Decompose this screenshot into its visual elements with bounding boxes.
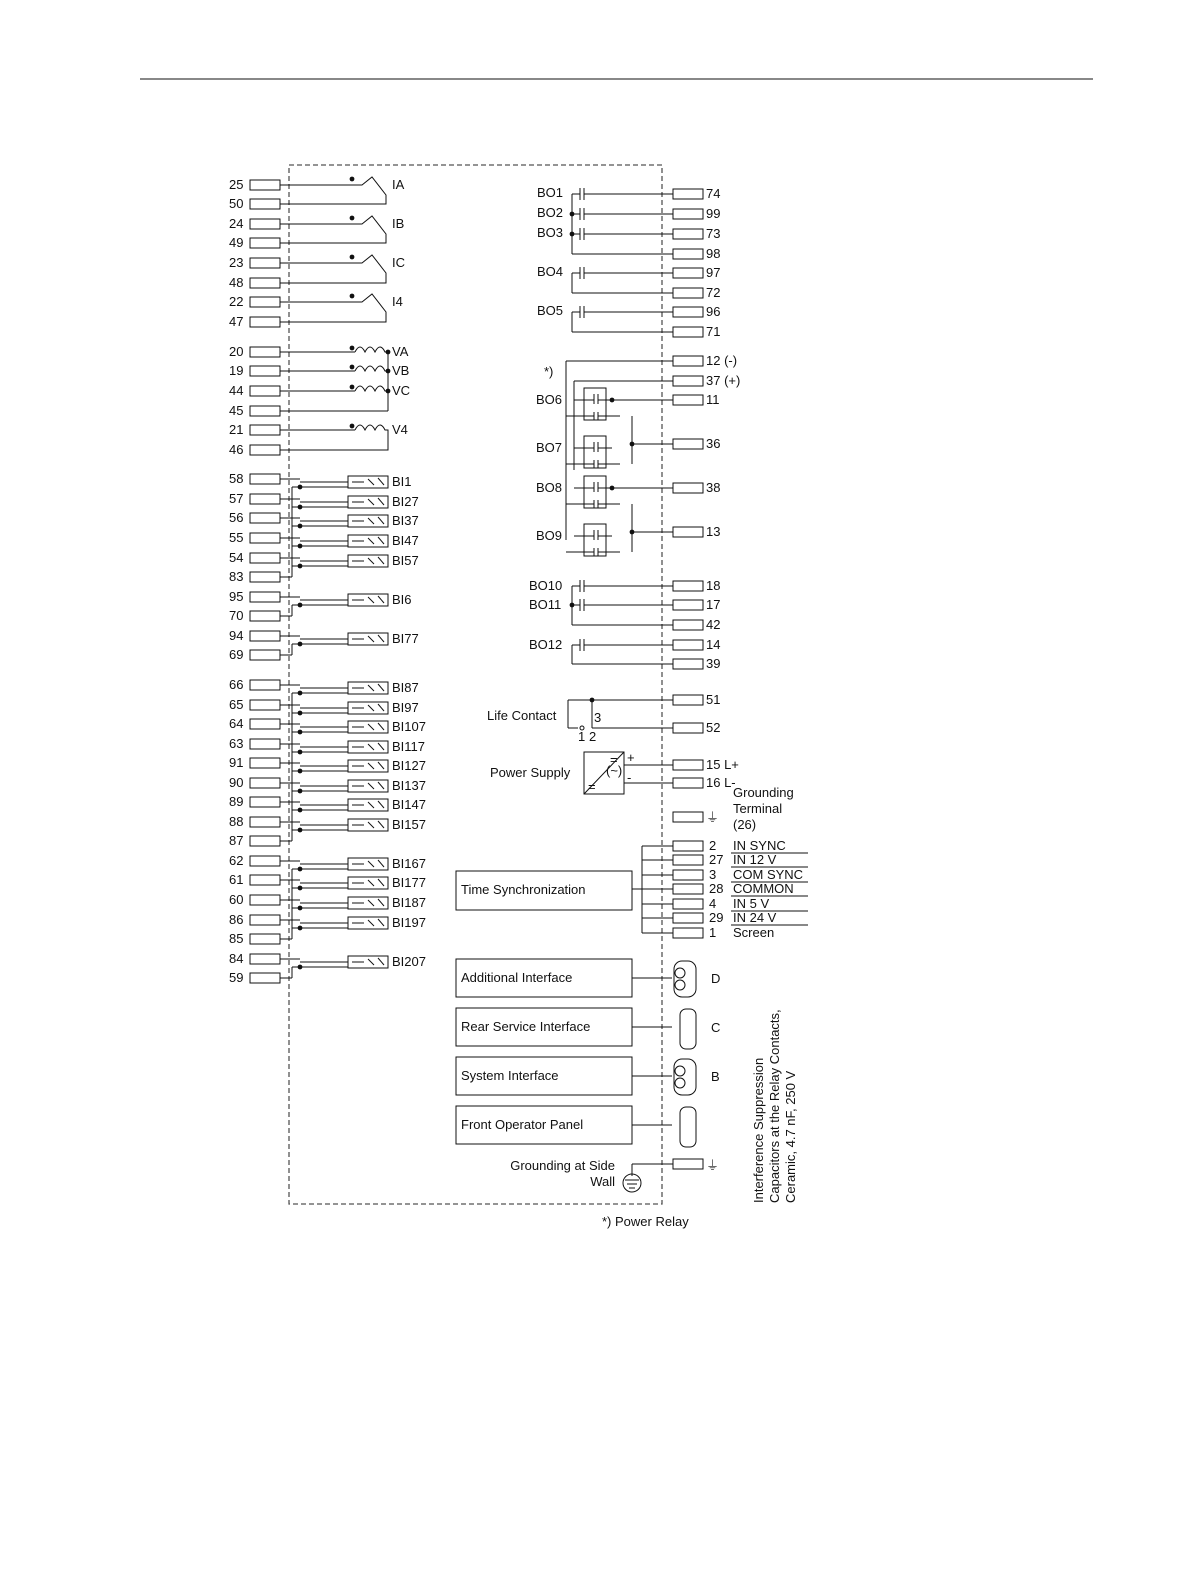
terminal-number: 58 bbox=[229, 471, 244, 486]
bo-label: BO3 bbox=[537, 225, 564, 240]
terminal-number: 86 bbox=[229, 912, 244, 927]
current-transformer-coil bbox=[280, 255, 386, 283]
junction-dot bbox=[298, 485, 303, 490]
terminal-box bbox=[250, 915, 280, 925]
terminal-number: 19 bbox=[229, 363, 244, 378]
junction-dot bbox=[298, 505, 303, 510]
power-supply-symbol: (~) bbox=[606, 763, 623, 778]
terminal-box bbox=[673, 229, 703, 239]
bi-label: BI207 bbox=[392, 954, 426, 969]
power-relay-box bbox=[584, 388, 606, 420]
device-housing-outline bbox=[289, 165, 662, 1204]
bi-label: BI27 bbox=[392, 494, 419, 509]
bi-label: BI47 bbox=[392, 533, 419, 548]
vt-label: VB bbox=[392, 363, 410, 378]
terminal-number: 38 bbox=[706, 480, 721, 495]
grounding-terminal-box bbox=[673, 1159, 703, 1169]
life-contact-pin-number: 2 bbox=[589, 729, 597, 744]
terminal-number: 42 bbox=[706, 617, 721, 632]
bi-label: BI127 bbox=[392, 758, 426, 773]
life-contact-pin-number: 3 bbox=[594, 710, 602, 725]
terminal-number: 94 bbox=[229, 628, 244, 643]
interface-group bbox=[456, 838, 808, 1229]
junction-dot bbox=[630, 442, 635, 447]
terminal-number: 54 bbox=[229, 550, 244, 565]
current-transformer-coil bbox=[280, 216, 386, 243]
grounding-terminal-box bbox=[673, 812, 703, 822]
ct-label: IA bbox=[392, 177, 405, 192]
terminal-box bbox=[673, 327, 703, 337]
terminal-number: 87 bbox=[229, 833, 244, 848]
terminal-number: 17 bbox=[706, 597, 721, 612]
terminal-box bbox=[250, 278, 280, 288]
terminal-box bbox=[673, 356, 703, 366]
terminal-box bbox=[250, 778, 280, 788]
terminal-number: 49 bbox=[229, 235, 244, 250]
terminal-box bbox=[250, 875, 280, 885]
terminal-box bbox=[673, 778, 703, 788]
terminal-box bbox=[250, 445, 280, 455]
junction-dot bbox=[570, 212, 575, 217]
current-transformer-coil bbox=[280, 294, 386, 322]
ground-icon: ⏚ bbox=[706, 1158, 720, 1173]
ct-label: I4 bbox=[392, 294, 403, 309]
terminal-box bbox=[250, 572, 280, 582]
terminal-box bbox=[673, 581, 703, 591]
terminal-number: 97 bbox=[706, 265, 721, 280]
terminal-number: 16 L- bbox=[706, 775, 736, 790]
terminal-box bbox=[673, 395, 703, 405]
junction-dot bbox=[350, 294, 355, 299]
terminal-box bbox=[250, 650, 280, 660]
terminal-number: 64 bbox=[229, 716, 244, 731]
terminal-box bbox=[673, 659, 703, 669]
terminal-box bbox=[250, 739, 280, 749]
voltage-transformer-coil bbox=[355, 386, 388, 391]
junction-dot bbox=[350, 346, 355, 351]
terminal-box bbox=[673, 249, 703, 259]
junction-dot bbox=[298, 642, 303, 647]
junction-dot bbox=[570, 603, 575, 608]
terminal-number: 74 bbox=[706, 186, 721, 201]
terminal-number: 98 bbox=[706, 246, 721, 261]
terminal-box bbox=[250, 474, 280, 484]
terminal-box bbox=[250, 366, 280, 376]
terminal-box bbox=[250, 494, 280, 504]
power-supply-minus: - bbox=[627, 770, 632, 785]
terminal-box bbox=[250, 700, 280, 710]
terminal-number: 18 bbox=[706, 578, 721, 593]
terminal-number: 37 (+) bbox=[706, 373, 741, 388]
port-connector-icon bbox=[674, 1059, 696, 1095]
terminal-number: 62 bbox=[229, 853, 244, 868]
terminal-box bbox=[673, 307, 703, 317]
terminal-box bbox=[250, 386, 280, 396]
terminal-number: 23 bbox=[229, 255, 244, 270]
terminal-box bbox=[250, 592, 280, 602]
terminal-number: 66 bbox=[229, 677, 244, 692]
bo-label: BO8 bbox=[536, 480, 563, 495]
terminal-number: 69 bbox=[229, 647, 244, 662]
junction-dot bbox=[298, 906, 303, 911]
time-sync-signal-label: IN 5 V bbox=[733, 896, 770, 911]
junction-dot bbox=[610, 486, 615, 491]
terminal-box bbox=[673, 695, 703, 705]
time-sync-signal-label: IN SYNC bbox=[733, 838, 786, 853]
terminal-box bbox=[673, 870, 703, 880]
terminal-number: 1 bbox=[709, 925, 717, 940]
time-sync-signal-label: IN 24 V bbox=[733, 910, 777, 925]
terminal-number: 27 bbox=[709, 852, 724, 867]
terminal-box bbox=[673, 855, 703, 865]
bi-label: BI97 bbox=[392, 700, 419, 715]
terminal-number: 61 bbox=[229, 872, 244, 887]
terminal-box bbox=[673, 268, 703, 278]
bo-label: BO4 bbox=[537, 264, 564, 279]
terminal-number: 48 bbox=[229, 275, 244, 290]
terminal-number: 20 bbox=[229, 344, 244, 359]
terminal-box bbox=[673, 209, 703, 219]
terminal-number: 22 bbox=[229, 294, 244, 309]
terminal-box bbox=[250, 258, 280, 268]
terminal-number: 28 bbox=[709, 881, 724, 896]
terminal-number: 25 bbox=[229, 177, 244, 192]
ground-icon: ⏚ bbox=[706, 810, 720, 825]
bi-label: BI137 bbox=[392, 778, 426, 793]
terminal-box bbox=[673, 483, 703, 493]
terminal-box bbox=[673, 288, 703, 298]
junction-dot bbox=[298, 544, 303, 549]
bi-label: BI117 bbox=[392, 739, 426, 754]
bo-label: BO5 bbox=[537, 303, 564, 318]
junction-dot bbox=[298, 808, 303, 813]
junction-dot bbox=[298, 711, 303, 716]
terminal-number: 14 bbox=[706, 637, 721, 652]
power-supply-plus: + bbox=[627, 750, 635, 765]
terminal-number: 63 bbox=[229, 736, 244, 751]
bo-label: BO1 bbox=[537, 185, 564, 200]
vt-label: VC bbox=[392, 383, 411, 398]
terminal-number: 84 bbox=[229, 951, 244, 966]
terminal-box bbox=[250, 719, 280, 729]
interface-label: Front Operator Panel bbox=[461, 1117, 584, 1132]
junction-dot bbox=[298, 965, 303, 970]
bi-label: BI187 bbox=[392, 895, 426, 910]
port-connector-icon bbox=[674, 961, 696, 997]
terminal-box bbox=[250, 533, 280, 543]
bi-label: BI177 bbox=[392, 875, 426, 890]
terminal-number: 90 bbox=[229, 775, 244, 790]
ct-label: IC bbox=[392, 255, 405, 270]
port-letter: C bbox=[711, 1020, 721, 1035]
bi-label: BI6 bbox=[392, 592, 412, 607]
terminal-number: 72 bbox=[706, 285, 721, 300]
junction-dot bbox=[298, 867, 303, 872]
terminal-number: 11 bbox=[706, 392, 720, 407]
terminal-box bbox=[673, 376, 703, 386]
grounding-side-label: Grounding at Side bbox=[510, 1158, 615, 1173]
junction-dot bbox=[298, 828, 303, 833]
junction-dot bbox=[298, 886, 303, 891]
power-relay-box bbox=[584, 524, 606, 556]
voltage-transformer-coil bbox=[355, 366, 388, 371]
terminal-number: 65 bbox=[229, 697, 244, 712]
terminal-box bbox=[673, 913, 703, 923]
terminal-number: 2 bbox=[709, 838, 717, 853]
ct-label: IB bbox=[392, 216, 405, 231]
terminal-number: 46 bbox=[229, 442, 244, 457]
bo-label: BO2 bbox=[537, 205, 564, 220]
terminal-number: 51 bbox=[706, 692, 721, 707]
life-contact-pin-number: 1 bbox=[578, 729, 586, 744]
terminal-box bbox=[250, 611, 280, 621]
voltage-transformer-coil bbox=[355, 347, 388, 352]
voltage-transformer-coil bbox=[280, 425, 388, 450]
ground-icon bbox=[623, 1174, 641, 1192]
terminal-number: 29 bbox=[709, 910, 724, 925]
interface-label: Additional Interface bbox=[461, 970, 573, 985]
junction-dot bbox=[298, 691, 303, 696]
right-terminal-group bbox=[487, 185, 794, 832]
port-letter: B bbox=[711, 1069, 720, 1084]
junction-dot bbox=[570, 232, 575, 237]
terminal-box bbox=[250, 180, 280, 190]
terminal-box bbox=[250, 513, 280, 523]
capacitor-note-line: Ceramic, 4.7 nF, 250 V bbox=[783, 1070, 798, 1203]
time-sync-signal-label: IN 12 V bbox=[733, 852, 777, 867]
terminal-number: 21 bbox=[229, 422, 244, 437]
terminal-number: 57 bbox=[229, 491, 244, 506]
terminal-number: 50 bbox=[229, 196, 244, 211]
terminal-box bbox=[673, 600, 703, 610]
port-pin bbox=[675, 1066, 685, 1076]
terminal-number: 85 bbox=[229, 931, 244, 946]
terminal-number: 44 bbox=[229, 383, 244, 398]
junction-dot bbox=[350, 255, 355, 260]
terminal-number: 55 bbox=[229, 530, 244, 545]
bo-label: BO12 bbox=[529, 637, 563, 652]
bo-label: BO11 bbox=[529, 597, 562, 612]
terminal-number: 60 bbox=[229, 892, 244, 907]
capacitor-note bbox=[751, 1009, 798, 1203]
terminal-number: 71 bbox=[706, 324, 721, 339]
terminal-box bbox=[250, 317, 280, 327]
terminal-box bbox=[250, 856, 280, 866]
terminal-box bbox=[250, 934, 280, 944]
terminal-number: 73 bbox=[706, 226, 721, 241]
power-relay-box bbox=[584, 476, 606, 508]
terminal-number: 3 bbox=[709, 867, 717, 882]
time-sync-signal-label: Screen bbox=[733, 925, 775, 940]
terminal-box bbox=[250, 895, 280, 905]
terminal-number: 4 bbox=[709, 896, 717, 911]
time-sync-signal-label: COMMON bbox=[733, 881, 794, 896]
terminal-box bbox=[250, 836, 280, 846]
terminal-box bbox=[250, 758, 280, 768]
terminal-number: 95 bbox=[229, 589, 244, 604]
bi-label: BI157 bbox=[392, 817, 426, 832]
port-pin bbox=[675, 1078, 685, 1088]
terminal-box bbox=[673, 527, 703, 537]
power-supply-label: Power Supply bbox=[490, 765, 571, 780]
bi-label: BI197 bbox=[392, 915, 426, 930]
port-pin bbox=[675, 968, 685, 978]
bi-label: BI1 bbox=[392, 474, 412, 489]
junction-dot bbox=[298, 564, 303, 569]
terminal-box bbox=[250, 199, 280, 209]
terminal-number: 59 bbox=[229, 970, 244, 985]
terminal-box bbox=[673, 928, 703, 938]
junction-dot bbox=[298, 603, 303, 608]
terminal-box bbox=[250, 973, 280, 983]
terminal-box bbox=[250, 680, 280, 690]
current-transformer-coil bbox=[280, 177, 386, 204]
power-supply-symbol: = bbox=[588, 779, 596, 794]
junction-dot bbox=[350, 424, 355, 429]
junction-dot bbox=[298, 750, 303, 755]
junction-dot bbox=[298, 789, 303, 794]
terminal-box bbox=[250, 219, 280, 229]
bo-label: BO9 bbox=[536, 528, 563, 543]
interface-label: Rear Service Interface bbox=[461, 1019, 591, 1034]
bi-label: BI57 bbox=[392, 553, 419, 568]
vt-label: VA bbox=[392, 344, 409, 359]
terminal-number: 83 bbox=[229, 569, 244, 584]
terminal-number: 91 bbox=[229, 755, 244, 770]
bi-label: BI147 bbox=[392, 797, 426, 812]
terminal-box bbox=[250, 238, 280, 248]
terminal-box bbox=[250, 954, 280, 964]
time-sync-label: Time Synchronization bbox=[461, 882, 586, 897]
bo-label: BO6 bbox=[536, 392, 563, 407]
capacitor-note-line: Interference Suppression bbox=[751, 1057, 766, 1203]
terminal-number: 88 bbox=[229, 814, 244, 829]
terminal-number: 99 bbox=[706, 206, 721, 221]
grounding-side-label: Wall bbox=[590, 1174, 615, 1189]
bi-label: BI87 bbox=[392, 680, 419, 695]
bi-label: BI167 bbox=[392, 856, 426, 871]
terminal-box bbox=[673, 899, 703, 909]
life-contact-label: Life Contact bbox=[487, 708, 557, 723]
junction-dot bbox=[350, 365, 355, 370]
terminal-number: 70 bbox=[229, 608, 244, 623]
terminal-number: 47 bbox=[229, 314, 244, 329]
terminal-box bbox=[673, 620, 703, 630]
terminal-number: 15 L+ bbox=[706, 757, 739, 772]
terminal-box bbox=[250, 347, 280, 357]
bi-label: BI37 bbox=[392, 513, 419, 528]
vt-label: V4 bbox=[392, 422, 408, 437]
terminal-box bbox=[250, 425, 280, 435]
terminal-box bbox=[673, 884, 703, 894]
terminal-box bbox=[250, 406, 280, 416]
junction-dot bbox=[298, 926, 303, 931]
terminal-number: 89 bbox=[229, 794, 244, 809]
terminal-box bbox=[673, 841, 703, 851]
terminal-number: 96 bbox=[706, 304, 721, 319]
terminal-box bbox=[250, 817, 280, 827]
terminal-number: 52 bbox=[706, 720, 721, 735]
terminal-box bbox=[250, 297, 280, 307]
left-terminal-group bbox=[229, 177, 426, 985]
junction-dot bbox=[350, 385, 355, 390]
port-connector-icon bbox=[680, 1009, 696, 1049]
grounding-terminal-label: (26) bbox=[733, 817, 757, 832]
port-connector-icon bbox=[680, 1107, 696, 1147]
power-relay-note: *) bbox=[544, 364, 554, 379]
terminal-number: 45 bbox=[229, 403, 244, 418]
terminal-box bbox=[673, 439, 703, 449]
terminal-box bbox=[250, 631, 280, 641]
terminal-box bbox=[673, 760, 703, 770]
terminal-number: 39 bbox=[706, 656, 721, 671]
power-supply-symbol: = bbox=[610, 752, 618, 767]
terminal-box bbox=[673, 189, 703, 199]
grounding-terminal-label: Grounding bbox=[733, 785, 794, 800]
terminal-number: 12 (-) bbox=[706, 353, 738, 368]
grounding-terminal-label: Terminal bbox=[733, 801, 783, 816]
bo-label: BO7 bbox=[536, 440, 563, 455]
time-sync-signal-label: COM SYNC bbox=[733, 867, 804, 882]
bo-label: BO10 bbox=[529, 578, 563, 593]
interface-label: System Interface bbox=[461, 1068, 559, 1083]
terminal-number: 13 bbox=[706, 524, 721, 539]
junction-dot bbox=[610, 398, 615, 403]
footnote: *) Power Relay bbox=[602, 1214, 689, 1229]
terminal-box bbox=[673, 640, 703, 650]
junction-dot bbox=[298, 769, 303, 774]
terminal-number: 36 bbox=[706, 436, 721, 451]
junction-dot bbox=[298, 524, 303, 529]
port-pin bbox=[675, 980, 685, 990]
bi-label: BI107 bbox=[392, 719, 426, 734]
junction-dot bbox=[298, 730, 303, 735]
capacitor-note-line: Capacitors at the Relay Contacts, bbox=[767, 1009, 782, 1203]
bi-label: BI77 bbox=[392, 631, 419, 646]
terminal-number: 56 bbox=[229, 510, 244, 525]
terminal-box bbox=[673, 723, 703, 733]
junction-dot bbox=[350, 216, 355, 221]
port-letter: D bbox=[711, 971, 721, 986]
terminal-number: 24 bbox=[229, 216, 244, 231]
junction-dot bbox=[630, 530, 635, 535]
terminal-box bbox=[250, 553, 280, 563]
junction-dot bbox=[350, 177, 355, 182]
power-relay-box bbox=[584, 436, 606, 468]
terminal-box bbox=[250, 797, 280, 807]
